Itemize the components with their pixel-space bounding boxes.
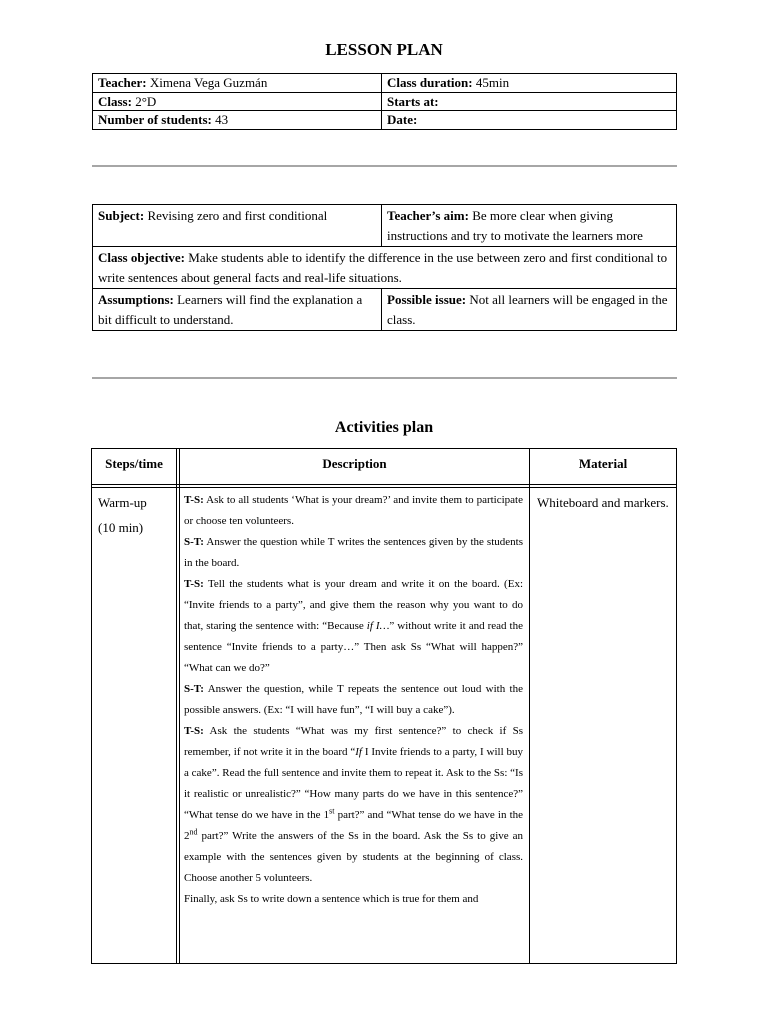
activities-heading: Activities plan (334, 419, 434, 436)
teacher-info-table (92, 73, 677, 130)
step-cell (98, 490, 174, 540)
assumptions-cell (93, 289, 382, 331)
header-divider (91, 487, 677, 488)
description-paragraph: S-T: Answer the question while T writes the sentences given by the students in the board. (184, 536, 523, 569)
section-divider (92, 377, 677, 379)
step-name: Warm-up (98, 495, 147, 510)
teacher-cell (93, 74, 382, 93)
assumptions-value: Learners will find the explanation a bit difficult to understand. (98, 292, 363, 327)
issue-value: Not all learners will be engaged in the class. (387, 292, 668, 327)
column-divider (529, 448, 530, 964)
students-cell (93, 111, 382, 130)
students-label: Number of students: (98, 112, 212, 127)
aim-label: Teacher’s aim: (387, 208, 469, 223)
class-label: Class: (98, 93, 132, 109)
date-cell (382, 111, 677, 130)
description-paragraph: T-S: Tell the students what is your dream and write it on the board. (Ex: “Invite friends to a party”, and give them the reason why you want to do that, staring the sentence with: “Because if I…” without write it and read the sentence “Invite friends to a party…” Then ask Ss “What will happen?” “What can we do?” (184, 578, 523, 674)
description-paragraph: Finally, ask Ss to write down a sentence which is true for them and (184, 893, 479, 905)
description-paragraph: T-S: Ask the students “What was my first sentence?” to check if Ss remember, if not write it in the board “If I Invite friends to a party, I will buy a cake”. Read the full sentence and invite them to repeat it. Ask to the Ss: “Is it realistic or unrealistic?” “How many parts do we have in this sentence?” “What tense do we have in the 1st part?” and “What tense do we have in the 2nd part?” Write the answers of the Ss in the board. Ask the Ss to give an example with the sentences given by students at the beginning of class. Choose another 5 volunteers. (184, 725, 524, 884)
description-cell (184, 490, 523, 910)
column-header-description: Description (322, 456, 387, 471)
subject-cell (93, 205, 382, 247)
duration-value: 45min (475, 75, 510, 90)
description-paragraph: S-T: Answer the question, while T repeats the sentence out loud with the possible answers. (Ex: “I will have fun”, “I will buy a cake”). (184, 683, 523, 716)
column-header-material: Material (578, 456, 628, 471)
class-cell (93, 92, 382, 111)
column-divider (179, 448, 180, 964)
subject-table (92, 204, 677, 331)
starts-cell (382, 92, 677, 111)
teacher-value: Ximena Vega Guzmán (149, 75, 268, 90)
section-divider (92, 165, 677, 167)
material-cell: Whiteboard and markers. (537, 495, 669, 510)
class-value: 2°D (135, 93, 157, 109)
subject-value: Revising zero and first conditional (147, 208, 328, 223)
issue-cell (382, 289, 677, 331)
page-title: LESSON PLAN (325, 40, 443, 59)
date-label: Date: (387, 112, 418, 127)
duration-cell (382, 74, 677, 93)
objective-label: Class objective: (98, 250, 186, 265)
issue-label: Possible issue: (387, 292, 467, 307)
column-divider (176, 448, 177, 964)
starts-label: Starts at: (387, 93, 439, 109)
subject-label: Subject: (98, 208, 145, 223)
aim-value: Be more clear when giving instructions and try to motivate the learners more (387, 208, 643, 243)
teacher-label: Teacher: (98, 75, 147, 90)
students-value: 43 (215, 112, 229, 127)
assumptions-label: Assumptions: (98, 292, 174, 307)
description-paragraph: T-S: Ask to all students ‘What is your dream?’ and invite them to participate or choose ten volunteers. (184, 494, 523, 527)
header-divider (91, 484, 677, 485)
aim-cell (382, 205, 677, 247)
objective-cell (93, 247, 677, 289)
column-header-steps: Steps/time (105, 456, 163, 471)
duration-label: Class duration: (387, 75, 473, 90)
step-time: (10 min) (98, 520, 144, 535)
objective-value: Make students able to identify the difference in the use between zero and first conditional to write sentences about general facts and real-life situations. (98, 250, 668, 285)
